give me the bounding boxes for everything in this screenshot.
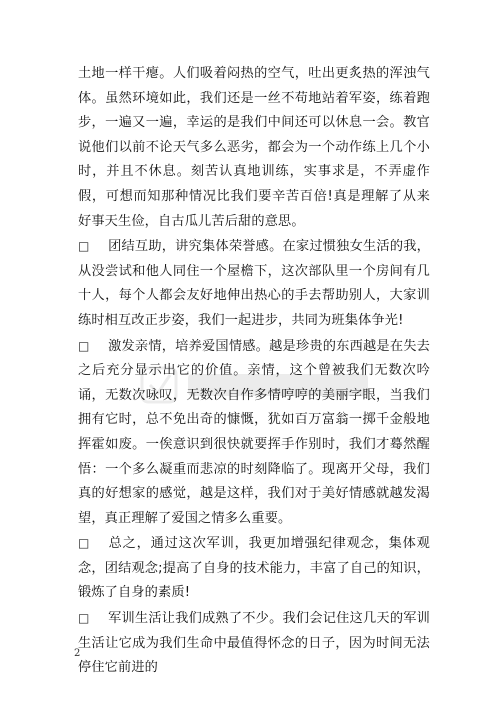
- paragraph-text: 总之，通过这次军训，我更加增强纪律观念，集体观念，团结观念;提高了自身的技术能力，丰富了自己的知识，锻炼了自身的素质!: [78, 536, 430, 601]
- paragraph-text: 团结互助，讲究集体荣誉感。在家过惯独女生活的我，从没尝试和他人同住一个屋檐下，这次部队里一个房间有几十人，每个人都会友好地伸出热心的手去帮助别人，大家训练时相互改正步姿，我们一起进步，共同为班集体争光!: [78, 239, 430, 328]
- bullet-icon: □: [78, 611, 90, 626]
- paragraph-summary: [78, 531, 430, 606]
- bullet-icon: □: [78, 536, 90, 551]
- paragraph-text: 土地一样干瘪。人们吸着闷热的空气，吐出更炙热的浑浊气体。虽然环境如此，我们还是一丝不苟地站着军姿，练着跑步，一遍又一遍，幸运的是我们中间还可以休息一会。教官说他们以前不论天气多么恶劣，都会为一个动作练上几个小时，并且不休息。刻苦认真地训练，实事求是，不弄虚作假，可想而知那种情况比我们要辛苦百倍!真是理解了从来好事天生俭，自古瓜儿苦后甜的意思。: [78, 66, 430, 229]
- bullet-icon: □: [78, 239, 90, 254]
- paragraph-family-patriotism: [78, 334, 430, 532]
- bullet-icon: □: [78, 338, 90, 353]
- paragraph-closing: [78, 606, 430, 681]
- paragraph-continuation: [78, 62, 430, 234]
- page-number: 2: [74, 648, 81, 659]
- document-body: [78, 62, 430, 681]
- paragraph-text: 军训生活让我们成熟了不少。我们会记住这几天的军训生活让它成为我们生命中最值得怀念的日子，因为时间无法停住它前进的: [78, 611, 430, 676]
- paragraph-text: 激发亲情，培养爱国情感。越是珍贵的东西越是在失去之后充分显示出它的价值。亲情，这个曾被我们无数次吟诵，无数次咏叹，无数次自作多情哼哼的美丽字眼，当我们拥有它时，总不免出奇的慷慨，犹如百万富翁一掷千金般地挥霍如废。一俟意识到很快就要挥手作别时，我们才蓦然醒悟：一个多么凝重而悲凉的时刻降临了。现离开父母，我们真的好想家的感觉，越是这样，我们对于美好情感就越发渴望，真正理解了爱国之情多么重要。: [78, 338, 430, 526]
- paragraph-teamwork: [78, 234, 430, 333]
